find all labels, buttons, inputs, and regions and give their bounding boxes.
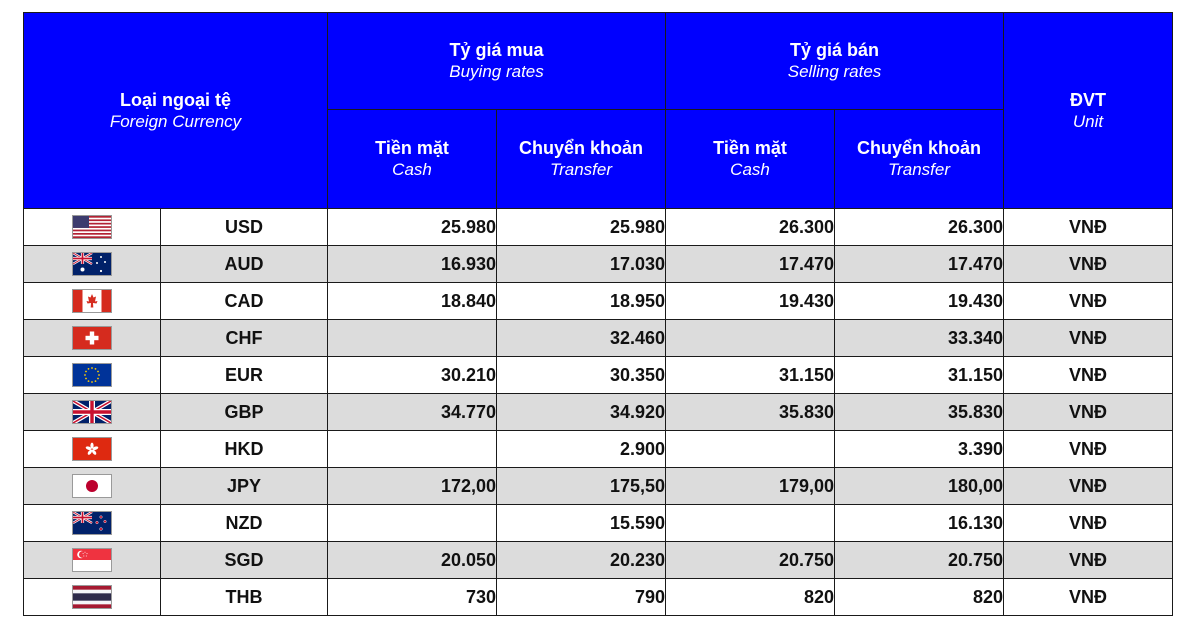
jp-flag-icon: [72, 475, 112, 495]
sell-cash-value: [666, 431, 835, 468]
table-row: [24, 283, 1173, 320]
table-row: [24, 357, 1173, 394]
unit-value: VNĐ: [1004, 505, 1173, 542]
sg-flag-icon: [72, 549, 112, 569]
header-currency: [24, 13, 328, 209]
header-currency-en: Foreign Currency: [109, 111, 242, 131]
gb-flag-icon: [72, 401, 112, 421]
th-flag-icon: [72, 586, 112, 606]
header-buying-vi: Tỷ giá mua: [449, 40, 544, 60]
flag-cell: [24, 357, 161, 394]
unit-value: VNĐ: [1004, 320, 1173, 357]
currency-code: CAD: [161, 283, 328, 320]
sell-transfer-value: 180,00: [835, 468, 1004, 505]
sell-transfer-value: 20.750: [835, 542, 1004, 579]
buy-cash-value: [328, 431, 497, 468]
header-cash-vi: Tiền mặt: [375, 138, 449, 158]
ca-flag-icon: [72, 290, 112, 310]
unit-value: VNĐ: [1004, 431, 1173, 468]
sell-cash-value: [666, 505, 835, 542]
header-selling-transfer: [835, 110, 1004, 209]
unit-value: VNĐ: [1004, 246, 1173, 283]
table-row: [24, 505, 1173, 542]
header-transfer-en: Transfer: [549, 160, 613, 179]
eu-flag-icon: [72, 364, 112, 384]
header-selling: [666, 13, 1004, 110]
flag-cell: [24, 542, 161, 579]
header-unit: [1004, 13, 1173, 209]
currency-code: GBP: [161, 394, 328, 431]
buy-cash-value: 30.210: [328, 357, 497, 394]
flag-cell: [24, 283, 161, 320]
unit-value: VNĐ: [1004, 579, 1173, 616]
header-cash-en: Cash: [730, 160, 770, 179]
header-unit-en: Unit: [1072, 111, 1104, 131]
buy-cash-value: [328, 505, 497, 542]
sell-transfer-value: 820: [835, 579, 1004, 616]
buy-transfer-value: 790: [497, 579, 666, 616]
table-row: [24, 209, 1173, 246]
sell-cash-value: 20.750: [666, 542, 835, 579]
flag-cell: [24, 320, 161, 357]
buy-transfer-value: 18.950: [497, 283, 666, 320]
flag-cell: [24, 579, 161, 616]
sell-cash-value: 26.300: [666, 209, 835, 246]
buy-cash-value: 20.050: [328, 542, 497, 579]
header-transfer-vi: Chuyển khoản: [519, 138, 644, 158]
sell-transfer-value: 31.150: [835, 357, 1004, 394]
currency-code: HKD: [161, 431, 328, 468]
nz-flag-icon: [72, 512, 112, 532]
table-row: [24, 542, 1173, 579]
buy-transfer-value: 15.590: [497, 505, 666, 542]
buy-cash-value: 16.930: [328, 246, 497, 283]
sell-transfer-value: 33.340: [835, 320, 1004, 357]
currency-code: THB: [161, 579, 328, 616]
flag-cell: [24, 394, 161, 431]
table-row: [24, 468, 1173, 505]
sell-transfer-value: 16.130: [835, 505, 1004, 542]
header-currency-vi: Loại ngoại tệ: [120, 89, 232, 110]
currency-code: AUD: [161, 246, 328, 283]
header-buying-transfer: [497, 110, 666, 209]
currency-code: JPY: [161, 468, 328, 505]
sell-transfer-value: 35.830: [835, 394, 1004, 431]
sell-cash-value: 19.430: [666, 283, 835, 320]
header-buying-cash: [328, 110, 497, 209]
table-body: [24, 209, 1173, 616]
table-row: [24, 431, 1173, 468]
sell-cash-value: 31.150: [666, 357, 835, 394]
unit-value: VNĐ: [1004, 468, 1173, 505]
buy-cash-value: 730: [328, 579, 497, 616]
buy-transfer-value: 32.460: [497, 320, 666, 357]
buy-cash-value: 18.840: [328, 283, 497, 320]
header-unit-vi: ĐVT: [1070, 89, 1107, 110]
sell-cash-value: 820: [666, 579, 835, 616]
sell-transfer-value: 17.470: [835, 246, 1004, 283]
flag-cell: [24, 505, 161, 542]
buy-transfer-value: 25.980: [497, 209, 666, 246]
unit-value: VNĐ: [1004, 357, 1173, 394]
header-cash-en: Cash: [392, 160, 432, 179]
header-transfer-vi: Chuyển khoản: [857, 138, 982, 158]
header-selling-cash: [666, 110, 835, 209]
ch-flag-icon: [72, 327, 112, 347]
currency-code: NZD: [161, 505, 328, 542]
buy-transfer-value: 17.030: [497, 246, 666, 283]
unit-value: VNĐ: [1004, 542, 1173, 579]
sell-transfer-value: 19.430: [835, 283, 1004, 320]
unit-value: VNĐ: [1004, 394, 1173, 431]
header-buying: [328, 13, 666, 110]
buy-cash-value: [328, 320, 497, 357]
au-flag-icon: [72, 253, 112, 273]
table-header: [24, 13, 1173, 209]
buy-cash-value: 34.770: [328, 394, 497, 431]
flag-cell: [24, 431, 161, 468]
buy-transfer-value: 2.900: [497, 431, 666, 468]
header-selling-vi: Tỷ giá bán: [790, 40, 880, 60]
table-row: [24, 394, 1173, 431]
buy-cash-value: 25.980: [328, 209, 497, 246]
sell-cash-value: 17.470: [666, 246, 835, 283]
sell-cash-value: 35.830: [666, 394, 835, 431]
currency-code: SGD: [161, 542, 328, 579]
currency-code: EUR: [161, 357, 328, 394]
header-selling-en: Selling rates: [787, 62, 882, 81]
buy-transfer-value: 30.350: [497, 357, 666, 394]
table-row: [24, 320, 1173, 357]
currency-code: CHF: [161, 320, 328, 357]
sell-cash-value: [666, 320, 835, 357]
unit-value: VNĐ: [1004, 283, 1173, 320]
buy-transfer-value: 175,50: [497, 468, 666, 505]
sell-transfer-value: 26.300: [835, 209, 1004, 246]
buy-cash-value: 172,00: [328, 468, 497, 505]
table-row: [24, 579, 1173, 616]
table-row: [24, 246, 1173, 283]
currency-code: USD: [161, 209, 328, 246]
header-cash-vi: Tiền mặt: [713, 138, 787, 158]
unit-value: VNĐ: [1004, 209, 1173, 246]
header-transfer-en: Transfer: [887, 160, 951, 179]
sell-transfer-value: 3.390: [835, 431, 1004, 468]
us-flag-icon: [72, 216, 112, 236]
hk-flag-icon: [72, 438, 112, 458]
buy-transfer-value: 20.230: [497, 542, 666, 579]
header-buying-en: Buying rates: [449, 62, 544, 81]
flag-cell: [24, 246, 161, 283]
buy-transfer-value: 34.920: [497, 394, 666, 431]
exchange-rate-table: [23, 12, 1173, 616]
flag-cell: [24, 209, 161, 246]
sell-cash-value: 179,00: [666, 468, 835, 505]
flag-cell: [24, 468, 161, 505]
